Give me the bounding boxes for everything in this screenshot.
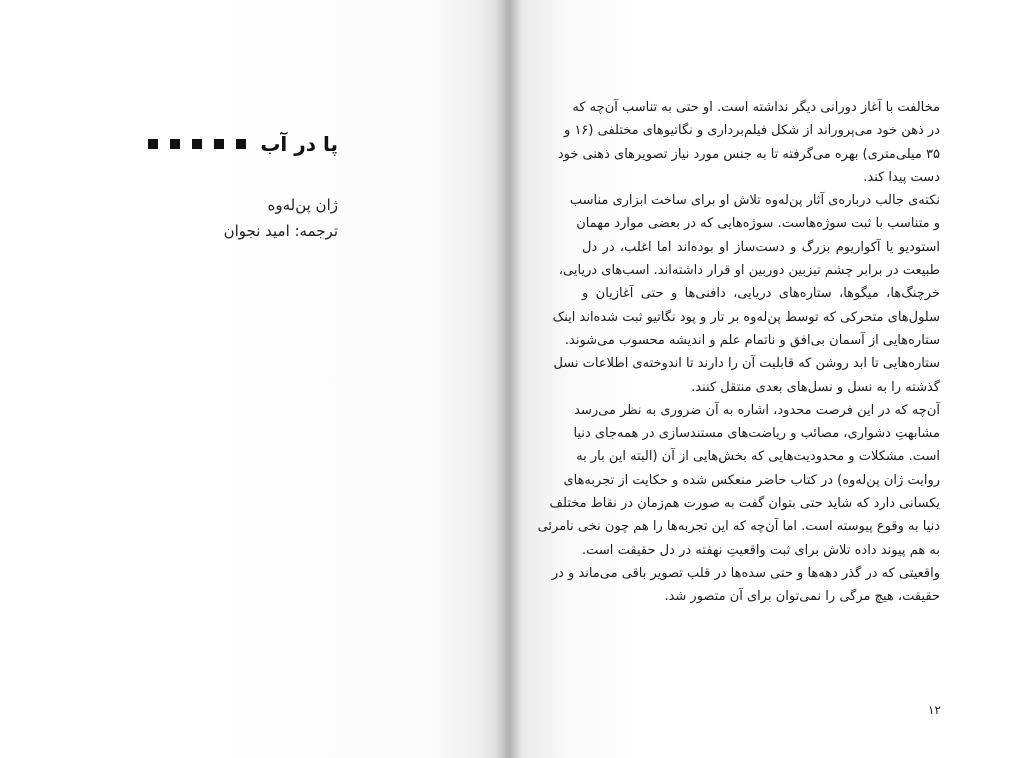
- body-line: آن‌چه که در این فرصت محدود، اشاره به آن ضروری به نظر می‌رسد: [574, 402, 940, 418]
- body-line: خرچنگ‌ها، میگوها، ستاره‌های دریایی، دافنی‌ها و حتی آغازیان و: [582, 286, 940, 302]
- book-gutter: [495, 0, 521, 758]
- square-icon: [170, 139, 180, 149]
- body-line: مخالفت با آغاز دورانی دیگر نداشته است. او حتی به تناسب آن‌چه که: [572, 100, 940, 115]
- body-line: است. مشکلات و محدودیت‌هایی که بخش‌هایی از آن (البته این بار به: [576, 449, 940, 465]
- body-line: طبیعت در برابر چشم تیزبین دوربین او قرار داشته‌اند. اسب‌های دریایی،: [558, 263, 940, 279]
- square-icon: [214, 139, 224, 149]
- body-line: دست پیدا کند.: [863, 169, 940, 185]
- left-page: [0, 0, 505, 758]
- chapter-heading: [148, 132, 338, 156]
- decorative-squares: [148, 139, 246, 149]
- square-icon: [148, 139, 158, 149]
- chapter-title: پا در آب: [260, 132, 338, 156]
- square-icon: [192, 139, 202, 149]
- body-line: و متناسب با ثبت سوژه‌هاست. سوژه‌هایی که در بعضی موارد مهمان: [576, 216, 940, 232]
- body-line: ۳۵ میلی‌متری) بهره می‌گرفته تا به جنس مورد نیاز تصویرهای ذهنی خود: [557, 146, 940, 162]
- body-line: به هم پیوند داده تلاش برای ثبت واقعیتِ نهفته در دل حقیقت است.: [582, 542, 940, 558]
- body-line: یکسانی دارد که شاید حتی بتوان گفت به صورت هم‌زمان در نقاط مختلف: [549, 496, 940, 512]
- body-line: مشابهتِ دشواری، مصائب و ریاضت‌های مستندسازی در همه‌جای دنیا: [573, 426, 940, 442]
- body-line: ستاره‌هایی تا ابد روشن که قابلیت آن را دارند تا اندوخته‌ی اطلاعات نسل: [553, 356, 940, 372]
- body-line: در ذهن خود می‌پروراند از شکل فیلم‌برداری و نگاتیوهای مختلفی (۱۶ و: [564, 123, 940, 139]
- body-text: [537, 96, 940, 609]
- body-line: واقعیتی که در گذر دهه‌ها و حتی سده‌ها در قلب تصویر باقی می‌ماند و در: [551, 565, 940, 581]
- body-line: گذشته را به نسل و نسل‌های بعدی منتقل کنند.: [691, 379, 940, 395]
- body-line: نکته‌ی جالب درباره‌ی آثار پن‌له‌وه تلاش او برای ساخت ابزاری مناسب: [569, 193, 940, 209]
- body-line: حقیقت، هیچ مرگی را نمی‌توان برای آن متصور شد.: [664, 589, 940, 605]
- page-number: ۱۲: [928, 703, 941, 717]
- square-icon: [236, 139, 246, 149]
- body-line: ستاره‌هایی از آسمان بی‌افق و ناتمام علم و اندیشه محسوب می‌شوند.: [564, 332, 940, 348]
- body-line: استودیو یا آکواریوم بزرگ و دست‌ساز او بوده‌اند اما اغلب، در دل: [582, 239, 940, 255]
- translator-credit: ترجمه: امید نجوان: [223, 222, 338, 240]
- body-line: روایت ژان پن‌له‌وه) در کتاب حاضر منعکس شده و حکایت از تجربه‌های: [563, 472, 940, 488]
- body-line: سلول‌های متحرکی که توسط پن‌له‌وه بر تار و پود نگاتیو ثبت شده‌اند اینک: [552, 309, 940, 325]
- body-line: دنیا به وقوع پیوسته است. اما آن‌چه که این تجربه‌ها را هم چون نخی نامرئی: [537, 519, 940, 535]
- author-name: ژان پن‌له‌وه: [267, 196, 338, 214]
